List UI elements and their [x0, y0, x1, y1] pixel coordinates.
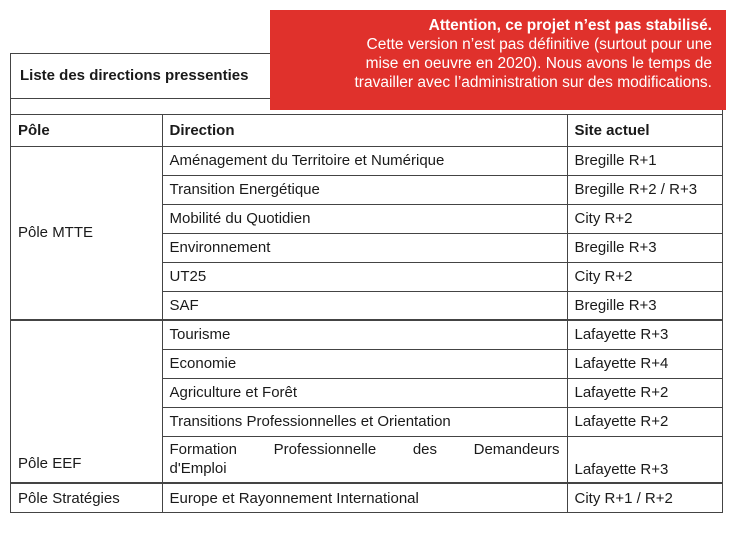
site-cell: Bregille R+3 [567, 291, 722, 320]
direction-cell: Europe et Rayonnement International [162, 483, 567, 512]
site-cell: City R+1 / R+2 [567, 483, 722, 512]
direction-cell: Economie [162, 349, 567, 378]
directions-table [11, 115, 722, 512]
direction-cell: Mobilité du Quotidien [162, 204, 567, 233]
header-site: Site actuel [567, 115, 722, 146]
banner-heading: Attention, ce projet n’est pas stabilisé. [428, 17, 712, 34]
direction-cell: UT25 [162, 262, 567, 291]
direction-cell: Environnement [162, 233, 567, 262]
direction-line-1 [170, 440, 560, 459]
site-cell: Lafayette R+3 [567, 320, 722, 349]
direction-word: Professionnelle [273, 441, 377, 459]
direction-word: Formation [169, 441, 238, 459]
site-cell: Lafayette R+4 [567, 349, 722, 378]
table-header-row [11, 115, 722, 146]
pole-cell-mtte: Pôle MTTE [11, 146, 162, 320]
site-cell: Lafayette R+3 [567, 436, 722, 483]
site-cell: Lafayette R+2 [567, 407, 722, 436]
warning-banner [270, 10, 726, 110]
banner-line: Cette version n’est pas définitive (surtout pour une [366, 36, 712, 53]
site-cell: City R+2 [567, 204, 722, 233]
direction-word: Demandeurs [473, 441, 560, 459]
site-cell: Lafayette R+2 [567, 378, 722, 407]
direction-word: des [412, 441, 437, 459]
banner-line: travailler avec l’administration sur des modifications. [354, 74, 712, 91]
document-title: Liste des directions pressenties [11, 54, 722, 99]
header-pole: Pôle [11, 115, 162, 146]
table-row [11, 483, 722, 512]
site-cell: Bregille R+2 / R+3 [567, 175, 722, 204]
table-row [11, 146, 722, 175]
direction-cell: Agriculture et Forêt [162, 378, 567, 407]
pole-cell-strategies: Pôle Stratégies [11, 483, 162, 512]
header-direction: Direction [162, 115, 567, 146]
directions-document [10, 53, 723, 513]
site-cell: Bregille R+3 [567, 233, 722, 262]
pole-cell-eef: Pôle EEF [11, 320, 162, 483]
direction-cell: Transitions Professionnelles et Orientation [162, 407, 567, 436]
direction-cell-multiline [162, 436, 567, 483]
table-row [11, 320, 722, 349]
site-cell: Bregille R+1 [567, 146, 722, 175]
direction-line-2: d'Emploi [169, 460, 227, 478]
direction-cell: Transition Energétique [162, 175, 567, 204]
direction-cell: SAF [162, 291, 567, 320]
site-cell: City R+2 [567, 262, 722, 291]
banner-line: mise en oeuvre en 2020). Nous avons le temps de [365, 55, 712, 72]
direction-cell: Aménagement du Territoire et Numérique [162, 146, 567, 175]
direction-cell: Tourisme [162, 320, 567, 349]
